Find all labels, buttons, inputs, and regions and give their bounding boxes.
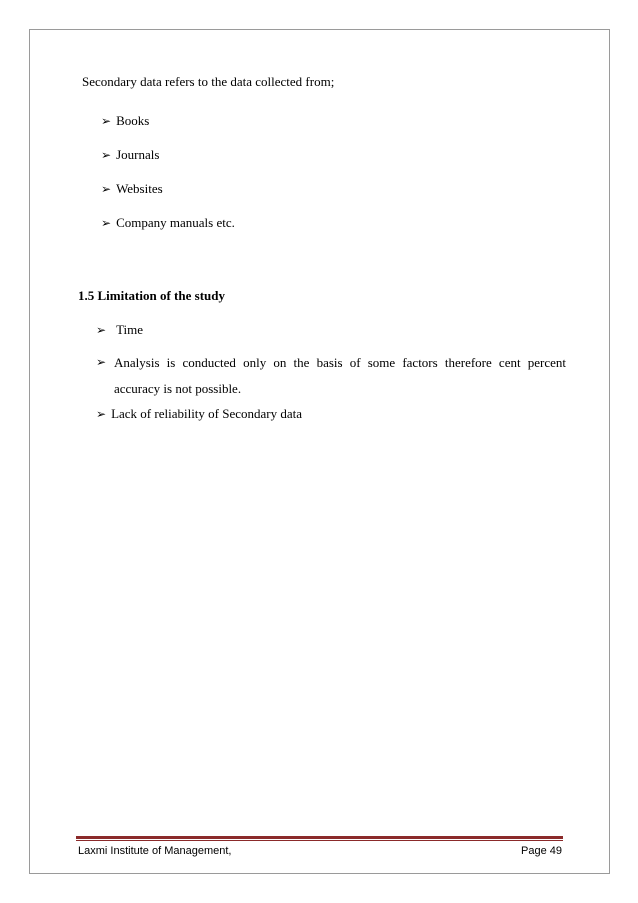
- list-item: [101, 215, 235, 231]
- list-item: [96, 406, 302, 422]
- footer-institute: Laxmi Institute of Management,: [78, 845, 232, 857]
- arrow-bullet-icon: ➢: [101, 182, 112, 196]
- footer-rule-thin: [76, 840, 563, 841]
- list-item-text: Lack of reliability of Secondary data: [111, 406, 303, 421]
- list-item: [101, 181, 163, 197]
- list-item: [101, 147, 159, 163]
- intro-text: Secondary data refers to the data collected from;: [82, 74, 335, 89]
- list-item-text: Books: [116, 113, 150, 128]
- arrow-bullet-icon: ➢: [96, 323, 107, 337]
- list-item-text: Time: [116, 322, 144, 337]
- footer-page-number: Page 49: [521, 845, 562, 857]
- arrow-bullet-icon: ➢: [101, 216, 112, 230]
- list-item: [96, 322, 143, 338]
- list-item-text: Websites: [116, 181, 163, 196]
- arrow-bullet-icon: ➢: [101, 148, 112, 162]
- list-item-text: Journals: [116, 147, 160, 162]
- list-item: [101, 113, 149, 129]
- list-item: [96, 355, 566, 402]
- section-heading: 1.5 Limitation of the study: [78, 288, 225, 303]
- arrow-bullet-icon: ➢: [101, 114, 112, 128]
- list-item-text: Company manuals etc.: [116, 215, 235, 230]
- list-item-text: Analysis is conducted only on the basis of some factors therefore cent percent accuracy is not possible.: [114, 355, 566, 396]
- arrow-bullet-icon: ➢: [96, 407, 107, 421]
- footer-rule: [76, 836, 563, 839]
- arrow-bullet-icon: ➢: [96, 355, 107, 369]
